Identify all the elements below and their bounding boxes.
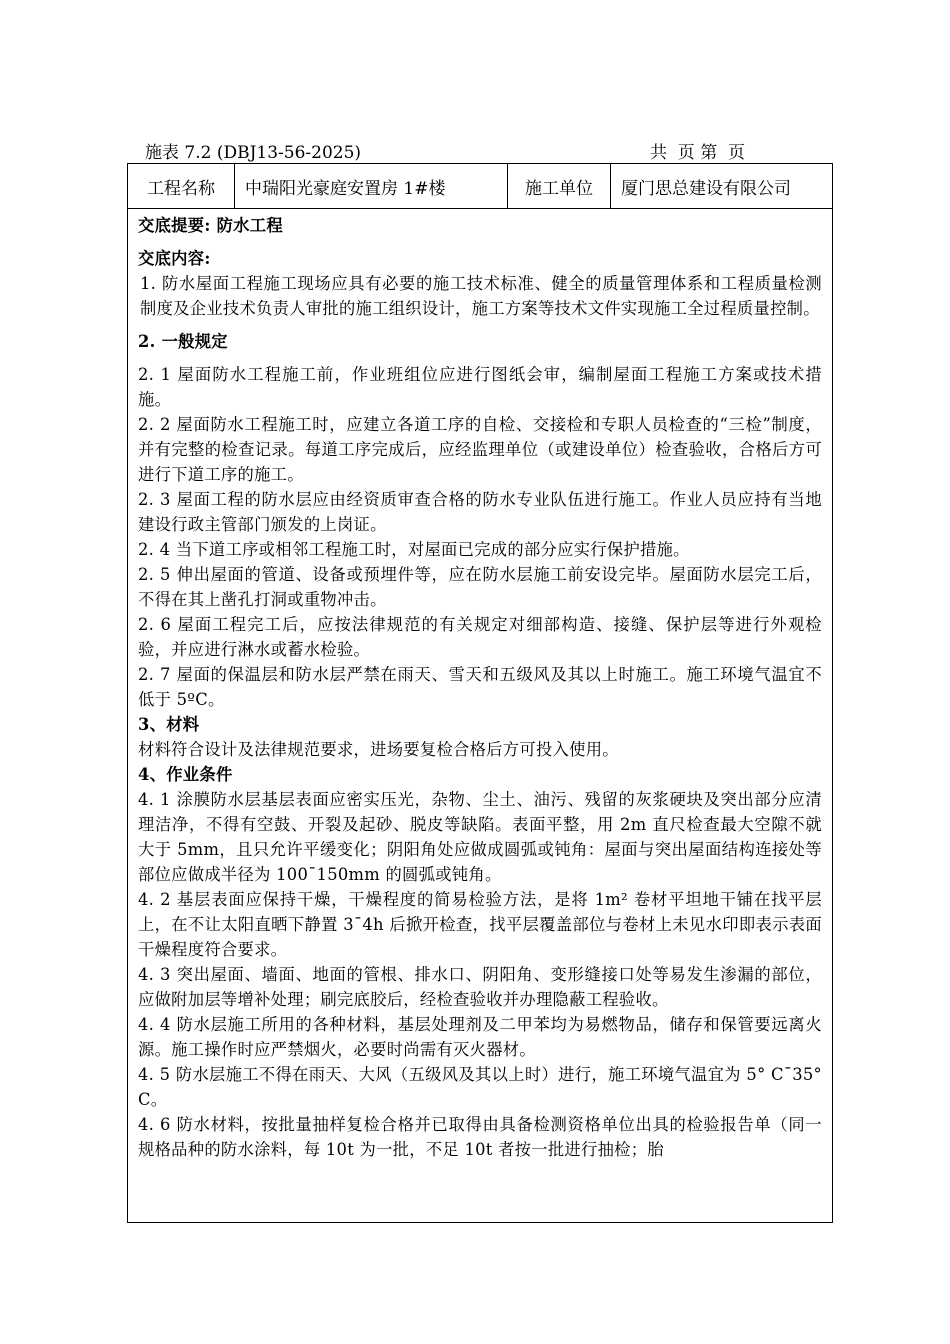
paragraph-4-2: 4. 2 基层表面应保持干燥，干燥程度的简易检验方法，是将 1m² 卷材平坦地干铺在找平层上，在不让太阳直晒下静置 3¯4h 后掀开检查，找平层覆盖部位与卷材上未见水印即表示表面干燥程度符合要求。 [138, 890, 822, 959]
content-heading: 交底内容: [138, 249, 211, 268]
paragraph-3: 材料符合设计及法律规范要求，进场要复检合格后方可投入使用。 [138, 740, 619, 759]
content-row [128, 209, 833, 1223]
paragraph-2-7: 2. 7 屋面的保温层和防水层严禁在雨天、雪天和五级风及其以上时施工。施工环境气温宜不低于 5ºC。 [138, 665, 822, 709]
summary-heading: 交底提要: 防水工程 [138, 216, 283, 235]
construction-unit-value: 厦门思总建设有限公司 [611, 164, 833, 209]
paragraph-4-1: 4. 1 涂膜防水层基层表面应密实压光，杂物、尘土、油污、残留的灰浆硬块及突出部分应清理洁净，不得有空鼓、开裂及起砂、脱皮等缺陷。表面平整，用 2m 直尺检查最大空隙不就大于 5mm，且只允许平缓变化；阴阳角处应做成圆弧或钝角：屋面与突出屋面结构连接处等部位应做成半径为 100¯150mm 的圆弧或钝角。 [138, 790, 822, 884]
form-code: 施表 7.2 (DBJ13-56-2025) [145, 143, 362, 163]
paragraph-1: 1. 防水屋面工程施工现场应具有必要的施工技术标准、健全的质量管理体系和工程质量检测制度及企业技术负责人审批的施工组织设计，施工方案等技术文件实现施工全过程质量控制。 [140, 274, 822, 318]
paragraph-2-4: 2. 4 当下道工序或相邻工程施工时，对屋面已完成的部分应实行保护措施。 [138, 540, 690, 559]
paragraph-4-6: 4. 6 防水材料，按批量抽样复检合格并已取得由具备检测资格单位出具的检验报告单（同一规格品种的防水涂料，每 10t 为一批，不足 10t 者按一批进行抽检；胎 [138, 1115, 822, 1159]
section-2-title: 2. 一般规定 [138, 332, 228, 351]
construction-unit-label: 施工单位 [508, 164, 611, 209]
form-header [145, 141, 835, 165]
info-row [128, 164, 833, 209]
paragraph-2-3: 2. 3 屋面工程的防水层应由经资质审查合格的防水专业队伍进行施工。作业人员应持有当地建设行政主管部门颁发的上岗证。 [138, 490, 822, 534]
project-name-value: 中瑞阳光豪庭安置房 1#楼 [235, 164, 508, 209]
paragraph-4-3: 4. 3 突出屋面、墙面、地面的管根、排水口、阴阳角、变形缝接口处等易发生渗漏的部位，应做附加层等增补处理；刷完底胶后，经检查验收并办理隐蔽工程验收。 [138, 965, 822, 1009]
paragraph-2-2: 2. 2 屋面防水工程施工时，应建立各道工序的自检、交接检和专职人员检查的“三检”制度，并有完整的检查记录。每道工序完成后，应经监理单位（或建设单位）检查验收，合格后方可进行下道工序的施工。 [138, 415, 822, 484]
disclosure-table [127, 163, 833, 1223]
paragraph-2-1: 2. 1 屋面防水工程施工前，作业班组位应进行图纸会审，编制屋面工程施工方案或技术措施。 [138, 365, 822, 409]
section-4-title: 4、作业条件 [138, 765, 233, 784]
section-3-title: 3、材料 [138, 715, 200, 734]
paragraph-4-4: 4. 4 防水层施工所用的各种材料，基层处理剂及二甲苯均为易燃物品，储存和保管要远离火源。施工操作时应严禁烟火，必要时尚需有灭火器材。 [138, 1015, 822, 1059]
project-name-label: 工程名称 [128, 164, 235, 209]
paragraph-2-6: 2. 6 屋面工程完工后，应按法律规范的有关规定对细部构造、接缝、保护层等进行外观检验，并应进行淋水或蓄水检验。 [138, 615, 822, 659]
paragraph-4-5: 4. 5 防水层施工不得在雨天、大风（五级风及其以上时）进行，施工环境气温宜为 5° C¯35° C。 [138, 1065, 822, 1109]
content-cell [128, 209, 833, 1223]
paragraph-2-5: 2. 5 伸出屋面的管道、设备或预埋件等，应在防水层施工前安设完毕。屋面防水层完工后，不得在其上凿孔打洞或重物冲击。 [138, 565, 822, 609]
page-count: 共 页 第 页 [650, 143, 746, 163]
